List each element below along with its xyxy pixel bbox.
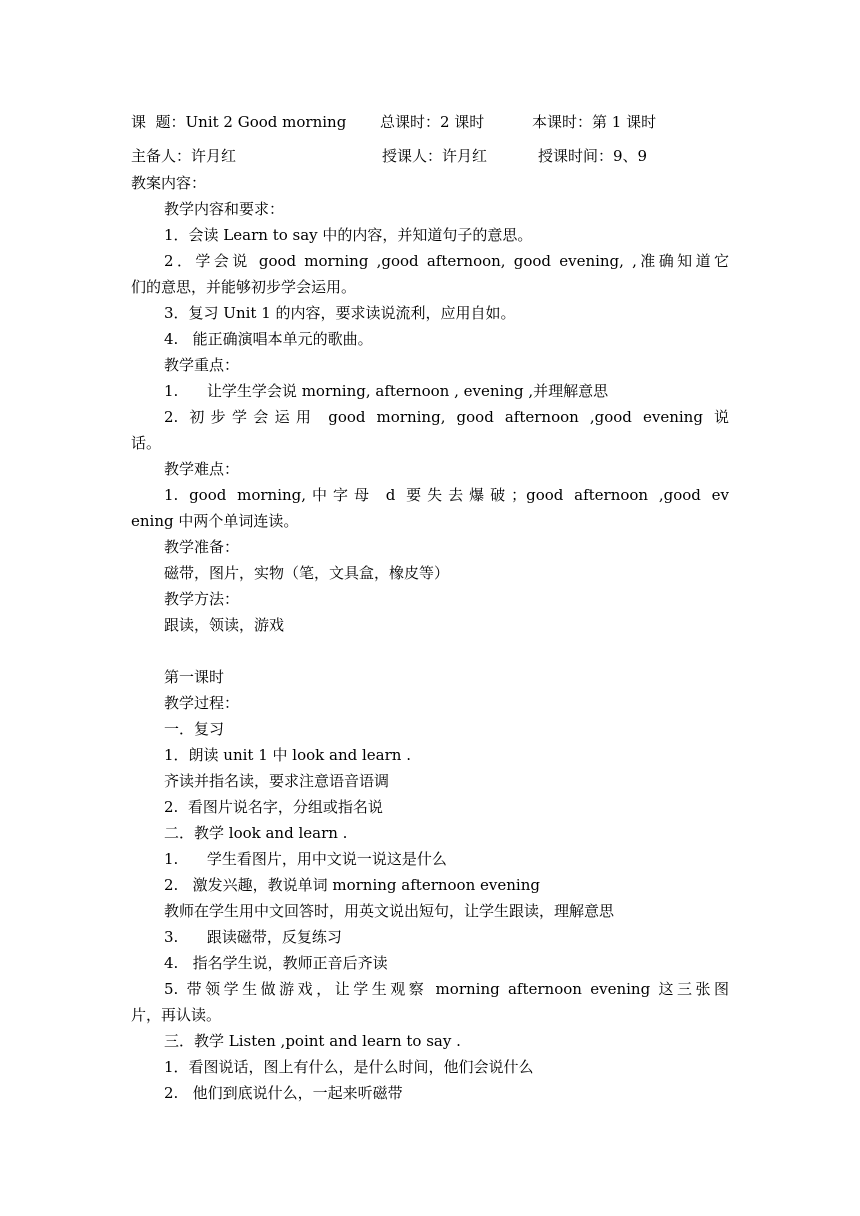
heading: 教学方法：: [164, 590, 240, 608]
list-item-continued: 话。: [131, 434, 162, 452]
subheading: 一．复习: [164, 720, 225, 738]
subheading: 二．教学 look and learn .: [164, 824, 348, 842]
preparer: 主备人：许月红: [131, 147, 237, 165]
list-item: 1．看图说话，图上有什么，是什么时间，他们会说什么: [164, 1058, 534, 1076]
heading: 教学重点：: [164, 356, 240, 374]
list-item: 2．学会说 good morning ,good afternoon, good evening, ,准确知道它: [164, 252, 729, 270]
heading: 教学准备：: [164, 538, 240, 556]
list-item: 2. 他们到底说什么，一起来听磁带: [164, 1084, 403, 1102]
list-item: 4. 能正确演唱本单元的歌曲。: [164, 330, 373, 348]
list-item: 4. 指名学生说，教师正音后齐读: [164, 954, 388, 972]
lesson-title: 第一课时: [164, 668, 225, 686]
paragraph: 教师在学生用中文回答时，用英文说出短句，让学生跟读，理解意思: [164, 902, 615, 920]
paragraph: 磁带，图片，实物（笔，文具盒，橡皮等）: [164, 564, 450, 582]
list-item: 2. 激发兴趣，教说单词 morning afternoon evening: [164, 876, 540, 894]
list-item: 1. 让学生学会说 morning, afternoon , evening ,并理解意思: [164, 382, 609, 400]
list-item: 3．复习 Unit 1 的内容，要求读说流利，应用自如。: [164, 304, 516, 322]
list-item: 2. 初步学会运用 good morning, good afternoon ,good evening 说: [164, 408, 729, 426]
heading: 教学过程：: [164, 694, 240, 712]
list-item-continued: 们的意思，并能够初步学会运用。: [131, 278, 357, 296]
list-item: 3. 跟读磁带，反复练习: [164, 928, 342, 946]
list-item-continued: 片，再认读。: [131, 1006, 222, 1024]
paragraph: 齐读并指名读，要求注意语音语调: [164, 772, 390, 790]
section-label: 教案内容：: [131, 174, 207, 192]
subheading: 三．教学 Listen ,point and learn to say .: [164, 1032, 461, 1050]
list-item: 1．会读 Learn to say 中的内容，并知道句子的意思。: [164, 226, 533, 244]
teach-time: 授课时间：9、9: [538, 147, 648, 165]
list-item: 1. good morning,中字母 d 要失去爆破；good afternoon ,good ev: [164, 486, 729, 504]
topic: 课 题：Unit 2 Good morning: [131, 113, 347, 131]
heading: 教学难点：: [164, 460, 240, 478]
current-hour: 本课时：第 1 课时: [532, 113, 657, 131]
list-item: 5. 带领学生做游戏，让学生观察 morning afternoon evening 这三张图: [164, 980, 729, 998]
list-item: 1. 学生看图片，用中文说一说这是什么: [164, 850, 447, 868]
heading: 教学内容和要求：: [164, 200, 285, 218]
list-item-continued: ening 中两个单词连读。: [131, 512, 299, 530]
list-item: 1．朗读 unit 1 中 look and learn .: [164, 746, 411, 764]
list-item: 2. 看图片说名字，分组或指名说: [164, 798, 383, 816]
total-hours: 总课时：2 课时: [380, 113, 485, 131]
paragraph: 跟读，领读，游戏: [164, 616, 285, 634]
teacher: 授课人：许月红: [382, 147, 488, 165]
